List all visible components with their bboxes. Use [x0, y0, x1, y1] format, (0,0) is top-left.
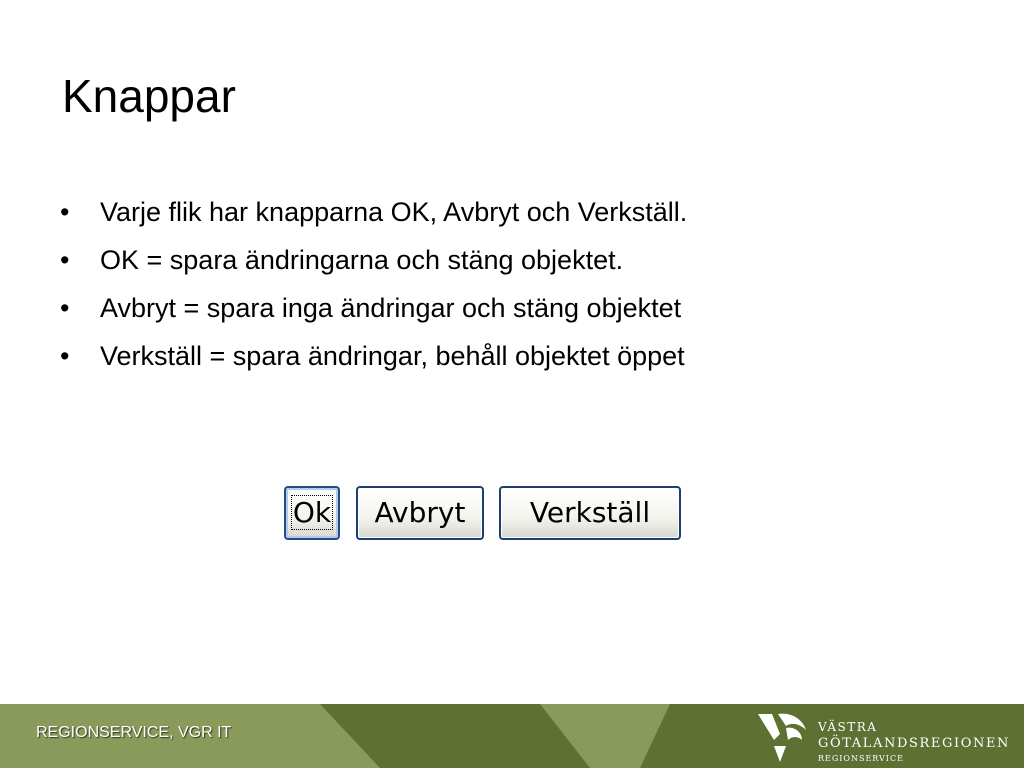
slide-title: Knappar [62, 70, 236, 122]
bullet-item [60, 332, 687, 380]
bullet-glyph: • [60, 245, 70, 275]
vgr-logo-icon [756, 712, 812, 764]
bullet-glyph: • [60, 341, 70, 371]
bullet-glyph: • [60, 197, 70, 227]
vgr-logo [756, 712, 1016, 764]
footer-label: REGIONSERVICE, VGR IT [36, 724, 232, 741]
bullet-item [60, 236, 687, 284]
bullet-text: OK = spara ändringarna och stäng objektet. [100, 245, 624, 275]
verkstall-button-label: Verkställ [529, 496, 651, 529]
footer-band [0, 704, 1024, 768]
avbryt-button-label: Avbryt [374, 496, 466, 529]
ok-button-label: Ok [292, 496, 332, 529]
logo-text-line2: GÖTALANDSREGIONEN [818, 736, 1011, 751]
logo-text-line3: REGIONSERVICE [818, 754, 904, 763]
bullet-text: Verkställ = spara ändringar, behåll objektet öppet [100, 341, 685, 371]
bullet-item [60, 188, 687, 236]
avbryt-button[interactable] [356, 486, 484, 540]
verkstall-button[interactable] [499, 486, 681, 540]
ok-button[interactable] [284, 486, 340, 540]
bullet-glyph: • [60, 293, 70, 323]
bullet-text: Varje flik har knapparna OK, Avbryt och Verkställ. [100, 197, 688, 227]
bullet-item [60, 284, 687, 332]
logo-text-line1: VÄSTRA [818, 720, 878, 734]
bullet-text: Avbryt = spara inga ändringar och stäng objektet [100, 293, 682, 323]
bullet-list [60, 188, 687, 380]
